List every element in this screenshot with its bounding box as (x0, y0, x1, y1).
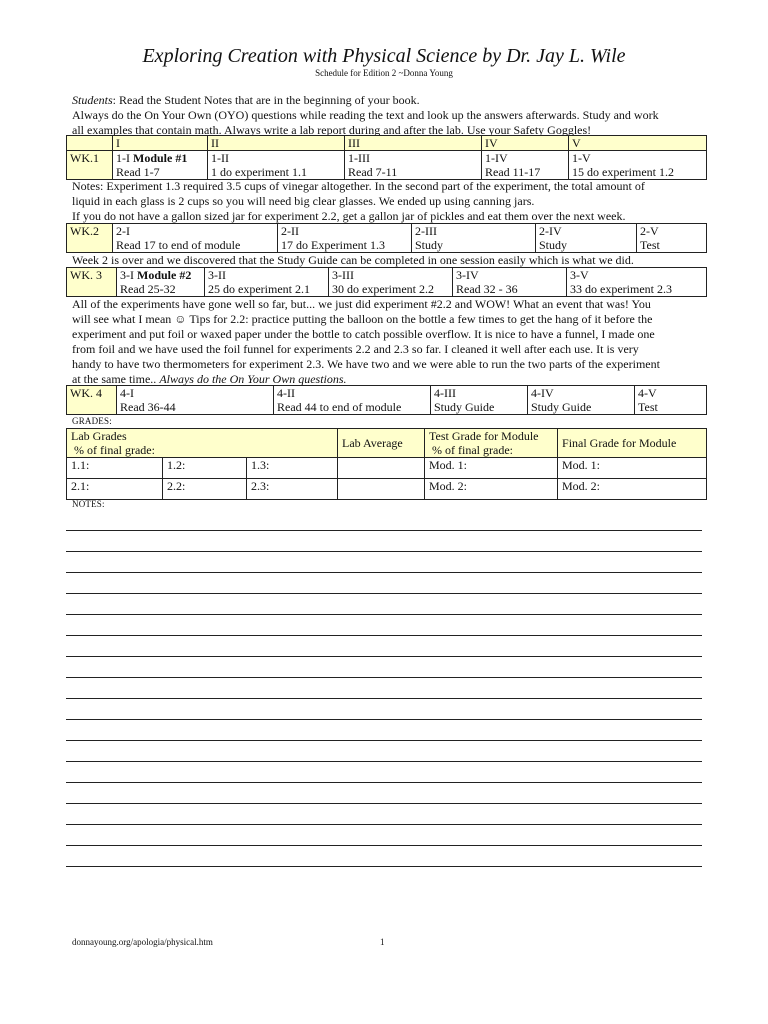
notes-block-1 (72, 179, 694, 224)
day-header-4: IV (482, 136, 569, 151)
day-cell (205, 268, 329, 297)
grade-cell[interactable]: 2.2: (163, 479, 247, 500)
day-task: Test (640, 238, 660, 252)
grade-cell[interactable]: 1.3: (247, 458, 338, 479)
grades-label: GRADES: (72, 416, 112, 426)
test-grade-sub: % of final grade: (429, 443, 513, 457)
day-header-row (67, 136, 707, 151)
day-code: 3-II (208, 268, 226, 282)
week-1-table (66, 135, 707, 180)
day-header-2: II (208, 136, 345, 151)
day-task: Read 17 to end of module (116, 238, 241, 252)
day-cell (113, 224, 278, 253)
note-line[interactable] (66, 866, 702, 867)
header-blank-cell (67, 136, 113, 151)
day-code: 4-III (434, 386, 456, 400)
students-label: Students (72, 93, 113, 107)
notes-1-line-2: liquid in each glass is 2 cups so you will need big clear glasses. We ended up using canning jars. (72, 194, 535, 208)
day-header-5: V (569, 136, 707, 151)
day-code: 3-V (570, 268, 589, 282)
day-task: 17 do Experiment 1.3 (281, 238, 385, 252)
day-cell (278, 224, 412, 253)
week-label: WK. 4 (67, 386, 117, 415)
day-task: Study (415, 238, 444, 252)
grade-cell[interactable]: Mod. 2: (425, 479, 558, 500)
day-cell (567, 268, 707, 297)
day-code: 1-V (572, 151, 591, 165)
test-grade-header (425, 429, 558, 458)
week-row (67, 224, 707, 253)
day-task: Study (539, 238, 568, 252)
day-cell (431, 386, 528, 415)
day-code: 3-III (332, 268, 354, 282)
day-code: 4-I (120, 386, 134, 400)
page-number: 1 (380, 937, 385, 947)
intro-text (72, 93, 694, 138)
grades-row (67, 479, 707, 500)
intro-line-1-rest: : Read the Student Notes that are in the beginning of your book. (112, 93, 420, 107)
day-task: Read 36-44 (120, 400, 176, 414)
day-task: 33 do experiment 2.3 (570, 282, 672, 296)
note-line[interactable] (66, 698, 702, 699)
day-code: 1-III (348, 151, 370, 165)
grade-cell[interactable]: Mod. 1: (425, 458, 558, 479)
note-line[interactable] (66, 635, 702, 636)
week-row (67, 386, 707, 415)
day-cell (482, 151, 569, 180)
day-cell (208, 151, 345, 180)
note-line[interactable] (66, 656, 702, 657)
note-line[interactable] (66, 530, 702, 531)
day-task: Read 25-32 (120, 282, 176, 296)
notes-label: NOTES: (72, 499, 105, 509)
module-label: Module #2 (137, 268, 192, 282)
day-cell (528, 386, 635, 415)
test-grade-title: Test Grade for Module (429, 429, 539, 443)
day-task: 15 do experiment 1.2 (572, 165, 674, 179)
grades-table (66, 428, 707, 500)
week-row (67, 151, 707, 180)
notes-3-line-3: experiment and put foil or waxed paper under the bottle to catch possible overflow. It is nice to have a funnel, I made one (72, 327, 655, 341)
day-task: Read 44 to end of module (277, 400, 402, 414)
day-cell (637, 224, 707, 253)
day-task: Test (638, 400, 658, 414)
day-code: 2-V (640, 224, 659, 238)
notes-3-line-1: All of the experiments have gone well so far, but... we just did experiment #2.2 and WOW! What an event that was! You (72, 297, 651, 311)
grades-row (67, 458, 707, 479)
week-4-table (66, 385, 707, 415)
day-task: Read 11-17 (485, 165, 541, 179)
grade-cell[interactable]: 1.1: (67, 458, 163, 479)
lab-average-header: Lab Average (338, 429, 425, 458)
day-code: 4-IV (531, 386, 554, 400)
day-code: 1-I (116, 151, 130, 165)
day-task: 25 do experiment 2.1 (208, 282, 310, 296)
day-header-1: I (113, 136, 208, 151)
day-header-3: III (345, 136, 482, 151)
note-line[interactable] (66, 677, 702, 678)
week-label: WK.1 (67, 151, 113, 180)
notes-1-line-1: Notes: Experiment 1.3 required 3.5 cups of vinegar altogether. In the second part of the experiment, the total amount of (72, 179, 645, 193)
grade-cell[interactable]: 2.1: (67, 479, 163, 500)
day-cell (536, 224, 637, 253)
day-cell (345, 151, 482, 180)
week-row (67, 268, 707, 297)
intro-line-2: Always do the On Your Own (OYO) questions while reading the text and look up the answers afterwards. Study and work (72, 108, 659, 122)
day-code: 2-III (415, 224, 437, 238)
footer-url: donnayoung.org/apologia/physical.htm (72, 937, 213, 947)
day-code: 2-I (116, 224, 130, 238)
note-line[interactable] (66, 551, 702, 552)
day-cell (453, 268, 567, 297)
notes-3-line-4: from foil and we have used the foil funnel for experiments 2.2 and 2.3 so far. I cleaned it well after each use. It is very (72, 342, 639, 356)
day-code: 4-V (638, 386, 657, 400)
week-label: WK. 3 (67, 268, 117, 297)
lab-grades-header (67, 429, 338, 458)
day-cell (412, 224, 536, 253)
grade-cell[interactable]: 2.3: (247, 479, 338, 500)
notes-2-line-1: Week 2 is over and we discovered that the Study Guide can be completed in one session easily which is what we did. (72, 253, 634, 267)
day-code: 3-I (120, 268, 134, 282)
intro-line-1 (72, 93, 694, 108)
day-task: Study Guide (531, 400, 592, 414)
day-task: Read 7-11 (348, 165, 398, 179)
notes-block-2 (72, 253, 694, 268)
day-code: 3-IV (456, 268, 479, 282)
module-label: Module #1 (133, 151, 188, 165)
week-label: WK.2 (67, 224, 113, 253)
notes-1-line-3: If you do not have a gallon sized jar for experiment 2.2, get a gallon jar of pickles and eat them over the next week. (72, 209, 626, 223)
week-2-table (66, 223, 707, 253)
note-line[interactable] (66, 761, 702, 762)
notes-block-3 (72, 297, 694, 387)
notes-3-line-6-plain: at the same time.. (72, 372, 160, 386)
day-task: Read 1-7 (116, 165, 160, 179)
note-line[interactable] (66, 572, 702, 573)
note-line[interactable] (66, 803, 702, 804)
note-line[interactable] (66, 593, 702, 594)
day-cell (117, 386, 274, 415)
grade-cell[interactable] (338, 479, 425, 500)
day-cell (635, 386, 707, 415)
final-grade-header: Final Grade for Module (558, 429, 707, 458)
grade-cell[interactable] (338, 458, 425, 479)
day-cell (113, 151, 208, 180)
grade-cell[interactable]: Mod. 2: (558, 479, 707, 500)
grade-cell[interactable]: 1.2: (163, 458, 247, 479)
document-subtitle: Schedule for Edition 2 ~Donna Young (315, 68, 453, 78)
note-line[interactable] (66, 824, 702, 825)
day-task: Read 32 - 36 (456, 282, 518, 296)
grades-header-row (67, 429, 707, 458)
day-code: 2-II (281, 224, 299, 238)
day-cell (329, 268, 453, 297)
note-line[interactable] (66, 740, 702, 741)
lab-grades-title: Lab Grades (71, 429, 127, 443)
intro-line-3: all examples that contain math. Always write a lab report during and after the lab. Use your Safety Goggles! (72, 123, 592, 137)
lab-grades-sub: % of final grade: (71, 443, 155, 457)
notes-3-line-6-italic: Always do the On Your Own questions. (159, 372, 347, 386)
note-line[interactable] (66, 614, 702, 615)
day-code: 1-IV (485, 151, 508, 165)
day-cell (569, 151, 707, 180)
week-3-table (66, 267, 707, 297)
day-cell (274, 386, 431, 415)
day-task: Study Guide (434, 400, 495, 414)
day-code: 2-IV (539, 224, 562, 238)
day-code: 1-II (211, 151, 229, 165)
notes-3-line-2: will see what I mean ☺ Tips for 2.2: practice putting the balloon on the bottle a few times to get the hang of it before the (72, 312, 653, 326)
notes-3-line-5: handy to have two thermometers for experiment 2.3. We have two and we were able to run the two parts of the experiment (72, 357, 660, 371)
note-line[interactable] (66, 845, 702, 846)
note-line[interactable] (66, 719, 702, 720)
day-code: 4-II (277, 386, 295, 400)
day-cell (117, 268, 205, 297)
day-task: 30 do experiment 2.2 (332, 282, 434, 296)
note-line[interactable] (66, 782, 702, 783)
document-title: Exploring Creation with Physical Science by Dr. Jay L. Wile (142, 45, 626, 67)
day-task: 1 do experiment 1.1 (211, 165, 307, 179)
grade-cell[interactable]: Mod. 1: (558, 458, 707, 479)
